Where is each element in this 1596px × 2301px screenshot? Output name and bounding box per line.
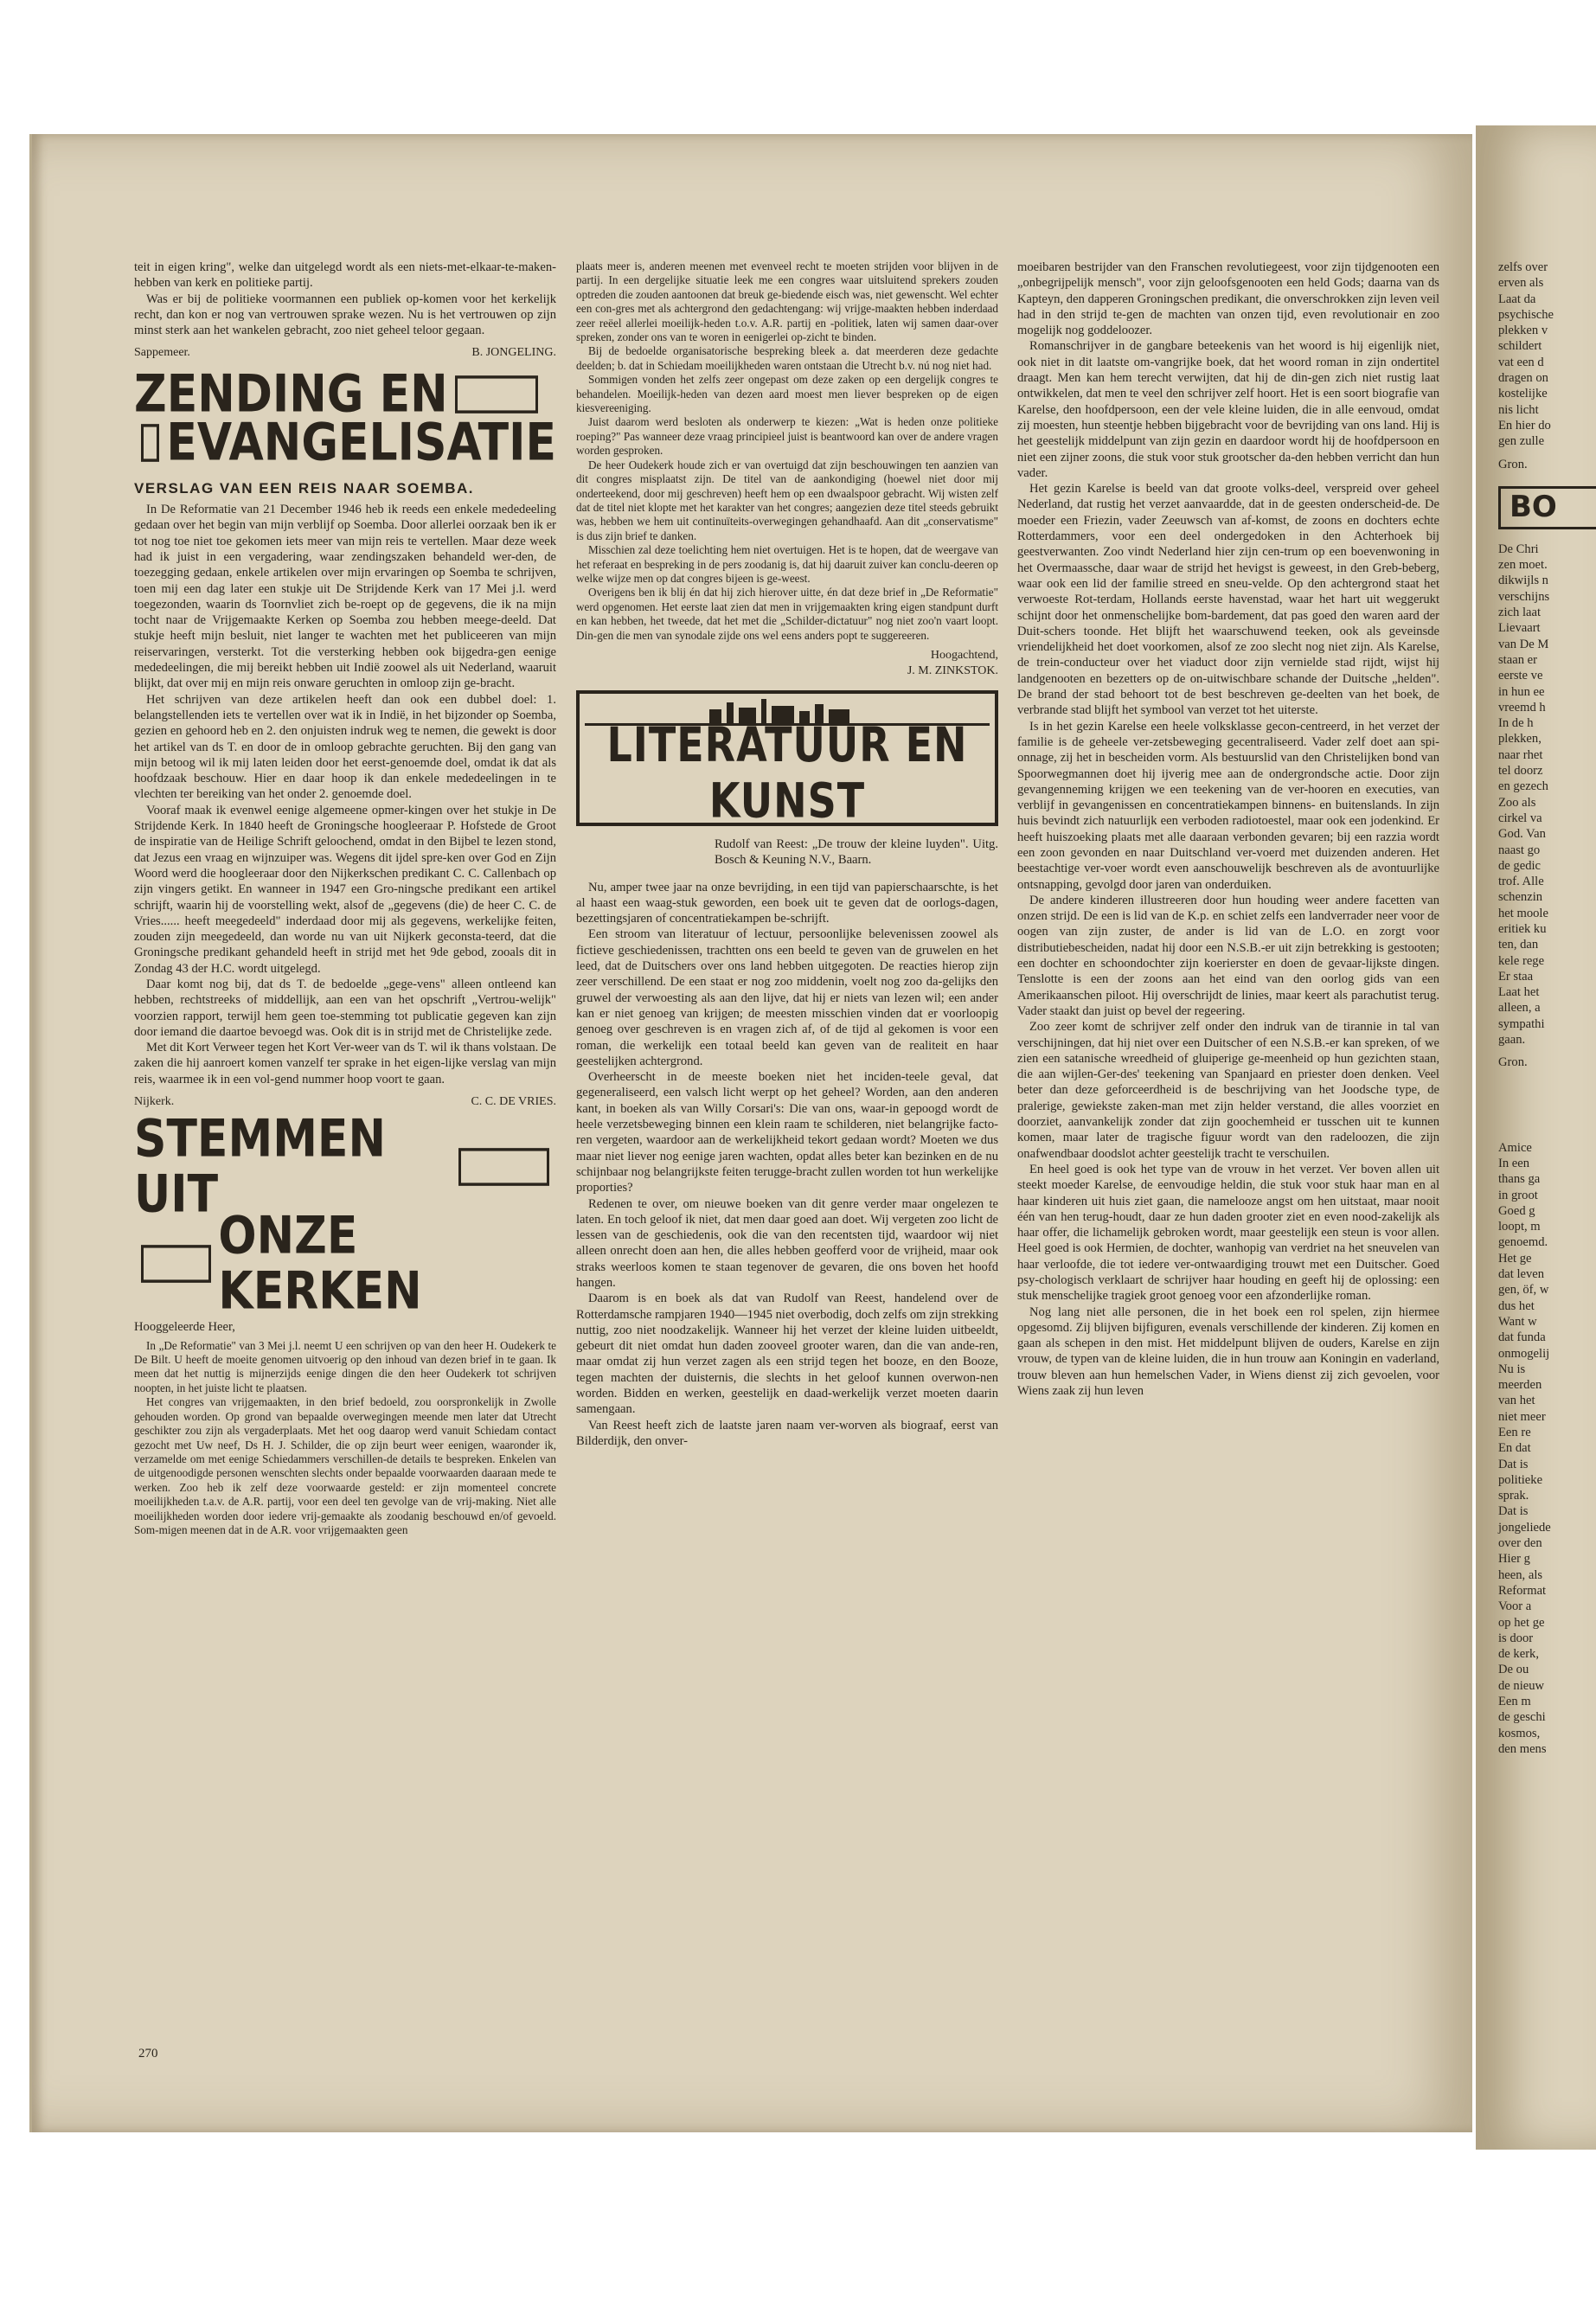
paragraph: Nog lang niet alle personen, die in het boek een rol spelen, zijn hiermee opgesomd. Zij blijven bijfiguren, evenals verschillende der kinderen. Zij komen en gaan als schepen in den mist. Het middelpunt blijven de ouders, Karelse en zijn vrouw, de typen van de kleine luiden, die in hun trouw aan Koningin en vaderland, trouw bleven aan hun hemelschen Vader, in Wiens dienst zij zich gevoelen, voor Wiens zaak zij hun leven: [1017, 1304, 1439, 1399]
cut-line: Hier g: [1498, 1552, 1530, 1567]
paragraph: Misschien zal deze toelichting hem niet overtuigen. Het is te hopen, dat de weergave van het referaat en bespreking in de pers zoodanig is, dat hij daaruit zuiver kan conclu-deeren op welke wijze men op dat congres bijeen is ge-weest.: [576, 543, 998, 585]
signature-place: Nijkerk.: [134, 1095, 175, 1109]
paragraph: Was er bij de politieke voormannen een publiek op-komen voor het kerkelijk recht, dan kon er nog van vertrouwen sprake wezen. Nu is het vertrouwen op zijn minst sterk aan het wankelen gebracht, zoo niet geheel teloor gegaan.: [134, 292, 556, 338]
paragraph: Zoo zeer komt de schrijver zelf onder den indruk van de tirannie in tal van verschijningen, dat hij niet over een Duitscher of een N.S.B.-er kan spreken, of we zien een satanische wreedheid of gluiperige ge-meenheid op hun gezichten staan, die aan wijlen-Ger-des' teekening van Spanjaard en priester doen denken. Veel beter dan deze geforceerdheid is de beschrijving van het Joodsche type, de pralerige, gewiekste zaken-man met zijn helder verstand, die alles voorziet en doorziet, aanvankelijk zonder dat zijn goochemheid er tusschen uit te kunnen komen, maar later de tragische figuur wordt van den radeloozen, die zijn onafwendbaar doodslot achter geestelijk tracht te verschuilen.: [1017, 1020, 1439, 1161]
section-banner-stemmen: [134, 1109, 556, 1323]
paragraph: Sommigen vonden het zelfs zeer ongepast om deze zaken op een dergelijk congres te behandelen. Moeilijk-heden van dezen aard moest men liever bespreken op de eigen kiesvereeniging.: [576, 373, 998, 415]
banner-title-line-1: ZENDING EN: [134, 364, 448, 425]
signature-place: Sappemeer.: [134, 346, 190, 360]
section-banner-cut: BO: [1498, 486, 1596, 529]
column-3: [1017, 260, 1439, 1399]
cut-line: in hun ee: [1498, 684, 1545, 699]
paragraph: Het schrijven van deze artikelen heeft dan ook een dubbel doel: 1. belangstellenden iets te vertellen over wat ik in Indië, in het bijzonder op Soemba, gezien en gehoord heb en 2. den onjuisten indruk weg te nemen, die gewekt is door het artikel van ds T. en door de in omloop gebrachte geruchten. Bij den gang van mijn betoog wil ik mij laten leiden door het eerst-genoemde doel, omdat ik dat als hoofdzaak beschouw. Hier en daar hoop ik dan enkele mededeelingen in te vlechten ter bereiking van het onder 2. genoemde doel.: [134, 692, 556, 802]
cut-line: Een re: [1498, 1426, 1531, 1439]
cut-line: dragen on: [1498, 371, 1548, 386]
cut-line: zen moet.: [1498, 558, 1548, 573]
cut-line: Er staa: [1498, 969, 1534, 984]
cut-lines-bottom: [1498, 1140, 1596, 1758]
paragraph: Daar komt nog bij, dat ds T. de bedoelde „gege-vens" alleen ontleend kan hebben, rechtstreeks of middellijk, aan een van het opschrift „Vertrou-welijk" voorzien rapport, terwijl hem geen toe-stemming tot publicatie gegeven kan zijn door iemand die daartoe bevoegd was. Ook dit is in strijd met de Christelijke zede.: [134, 977, 556, 1039]
signature-name: B. JONGELING.: [471, 346, 556, 360]
cut-line: Laat het: [1498, 985, 1540, 1000]
cut-line: Reformat: [1498, 1583, 1547, 1598]
section-banner-literatuur: [576, 690, 998, 829]
paragraph: De heer Oudekerk houde zich er van overtuigd dat zijn beschouwingen ten aanzien van dit congres misplaatst zijn. De titel van de aankondiging (hoewel niet door mij onderteekend, door mij geschreven) heeft hem op een dwaalspoor gebracht. Wij wisten zelf dat de titel niet klopte met het karakter van het congres; aangezien deze titel steeds gebruikt was, hebben we hem uit continuïteits-overwegingen gehandhaafd. Aan dit „conservatisme" is dus zijn brief te danken.: [576, 458, 998, 542]
cut-line: vreemd h: [1498, 700, 1546, 715]
cut-line: Laat da: [1498, 292, 1536, 306]
signature: [576, 648, 998, 680]
cut-line: In een: [1498, 1156, 1530, 1170]
cut-line: God. Van: [1498, 827, 1546, 842]
cut-line: tel doorz: [1498, 764, 1543, 779]
cut-line: En hier do: [1498, 418, 1551, 433]
paragraph: In De Reformatie van 21 December 1946 heb ik reeds een enkele mededeeling gedaan over het begin van mijn verblijf op Soemba. Door allerlei oorzaak ben ik er tot nog toe niet toe gekomen iets meer van mijn reis te vertellen. Maar deze week had ik juist in een vergadering, waar zendingszaken behandeld wer-den, de toezegging gedaan, enkele artikelen over mijn ervaringen op Soemba te schrijven, toen mij een dag later een stukje uit De Strijdende Kerk van 17 Mei j.l. werd toegezonden, waarin ds Toornvliet zich be-roept op de gegevens, die ik na mijn tocht naar de Vrijgemaakte Kerken op Soemba zou hebben meege-deeld. Dat stukje heeft mijn besluit, niet langer te wachten met het publiceeren van mijn reiservaringen, versterkt. Tot die versterking hebben ook bijgedra-gen eenige mededeelingen, die mij bereikt hebben uit Indië zoowel als uit Nederland, waaruit blijkt, dat over mij en mijn reis onware geruchten in omloop zijn ge-bracht.: [134, 503, 556, 691]
cut-line: Dat is: [1498, 1504, 1529, 1519]
cut-line: nis licht: [1498, 402, 1539, 417]
cut-line: eritiek ku: [1498, 921, 1547, 936]
cut-line: zich laat: [1498, 606, 1542, 620]
signature: [134, 345, 556, 361]
cut-line: meerden: [1498, 1378, 1542, 1393]
cut-line: Lievaart: [1498, 621, 1541, 636]
cut-line: Een m: [1498, 1695, 1531, 1709]
cut-line: schenzin: [1498, 890, 1543, 905]
cut-line: gen, öf, w: [1498, 1283, 1549, 1298]
cut-line: En dat: [1498, 1441, 1531, 1456]
paragraph: Redenen te over, om nieuwe boeken van dit genre verder maar ongelezen te laten. En toch geloof ik niet, dat men daar goed aan doet. Wij vergeten zoo licht de lessen van de geschiedenis, ook die van den recentsten tijd, waardoor wij niet alleen onrecht doen aan hen, die alles hebben geofferd voor de vrijheid, maar ook straks weerloos komen te staan tegenover de gevaren, die ons boven het hoofd hangen.: [576, 1196, 998, 1290]
cut-line: en gezech: [1498, 779, 1548, 794]
letter-salutation: Hooggeleerde Heer,: [134, 1320, 235, 1335]
book-reference: Rudolf van Reest: „De trouw der kleine luyden". Uitg. Bosch & Keuning N.V., Baarn.: [715, 836, 998, 867]
paragraph: Een stroom van literatuur of lectuur, persoonlijke belevenissen zoowel als fictieve geschiedenissen, trachtten ons een beeld te geven van de gruwelen en het leed, dat de Duitschers over ons land hebben uitgegoten. De reacties hierop zijn zeer verschillend. De een staat er nog zoo middenin, voelt nog zoo da-gelijks den gruwel der verwoesting als aan den lijve, dat hij er niets van lezen wil; een ander kan er niet genoeg van krijgen; de meesten misschien vinden dat er voorloopig genoeg over geschreven is en vragen zich af, of de tijd al gekomen is voor een roman, die werkelijk een totaal beeld kan geven van de realiteit en haar geestelijken achtergrond.: [576, 927, 998, 1068]
cut-line: De ou: [1498, 1663, 1529, 1677]
cut-line: eerste ve: [1498, 669, 1543, 683]
cut-line: psychische: [1498, 307, 1554, 322]
cut-line: kostelijke: [1498, 387, 1548, 401]
paragraph: Overheerscht in de meeste boeken niet het inciden-teele geval, dat gegeneraliseerd, een valsch licht werpt op het geheel? Worden, aan den anderen kant, in boeken als van Willy Corsari's: Die van ons, waar-in gepoogd wordt de heele verzetsbeweging binnen een klein raam te schilderen, niet belangrijke facto-ren vergeten, waardoor aan de werkelijkheid tekort gedaan wordt? Moeten we dus maar niet liever nog eenige jaren wachten, opdat alles beter kan bezinken en de nu schijnbaar nog belangrijkste feiten terugge-bracht zullen worden tot hun werkelijke proporties?: [576, 1070, 998, 1195]
banner-title-line-2: EVANGELISATIE: [166, 413, 556, 473]
signature-place: Gron.: [1498, 1055, 1528, 1070]
paragraph: Van Reest heeft zich de laatste jaren naam ver-worven als biograaf, eerst van Bilderdijk, den onver-: [576, 1418, 998, 1448]
cut-line: Zoo als: [1498, 795, 1536, 810]
cut-line: Het ge: [1498, 1251, 1532, 1266]
envelope-ornament-icon: [458, 1149, 549, 1187]
paragraph: Vooraf maak ik evenwel eenige algemeene opmer-kingen over het stukje in De Strijdende Kerk. In 1840 heeft de Groningsche hoogleeraar P. Hofstede de Groot de inspiratie van de Heilige Schrift geloochend, omdat in den Bijbel te lezen stond, dat Jezus een vraag en wijnzuiper was. Wegens dit ijdel spre-ken over God en Zijn Woord werd die hoogleeraar door den Nijkerkschen predikant C. C. Callenbach op zijn vingers getikt. En wanneer in 1947 een Gro-ningsche predikant een artikel schrijft, waarin hij de voorstelling wekt, alsof de „gegevens (die) de heer C. C. de Vries...... heeft meegedeeld" inderdaad door mij als gegevens, werkelijke feiten, zouden zijn meegedeeld, dan worde nu van uit Nijkerk geconsta-teerd, dat die Groningsche predikant gehandeld heeft in strijd met het 9de gebod, zooals dit in Zondag 43 der H.C. wordt uitgelegd.: [134, 803, 556, 976]
banner-title-line-1: STEMMEN UIT: [134, 1109, 386, 1226]
cut-line: loopt, m: [1498, 1220, 1541, 1234]
paragraph: Het gezin Karelse is beeld van dat groote volks-deel, verspreid over geheel Nederland, dat rustig het verzet aanvaardde, dat in de geesten onderscheid-de. De moeder een Friezin, vader Zeeuwsch van af-komst, de zoons en dochters echte Rotterdammers, voor een deel ondergedoken in den Achterhoek bij geestverwanten. Zoo vindt Nederland hier zijn cen-trum op een boevenwoning in het Overmaassche, daar waar de strijd het hevigst is geweest, in den Greb-beberg, waar ook een lid der familie streed en sneu-velde. Op den achtergrond staat het verwoeste Rot-terdam, Hollands eerste havenstad, waar het hart uit weggerukt schijnt door het onmenschelijke bom-bardement, dat pas goed den waren aard der Duit-schers toonde. Het blijft het waarschuwend teeken, ook als geveinsde vriendelijkheid het doet voorkomen, alsof ze zoo slecht nog niet zijn. Als Karelse, de trein-conducteur over het viaduct door zijn vernielde stad rijdt, wijst hij landgenooten en bezetters op de on-uitwischbare schande der Duitsche „helden". De brand der stad behoort tot de best beschreven ge-deelten van het boek, de verbrande stad blijft het symbool van verzet tot het uiterste.: [1017, 482, 1439, 718]
cut-line: Goed g: [1498, 1203, 1535, 1218]
cut-line: van het: [1498, 1394, 1535, 1408]
cut-line: cirkel va: [1498, 811, 1542, 825]
signature-name: C. C. DE VRIES.: [471, 1095, 556, 1109]
paragraph: Juist daarom werd besloten als onderwerp te kiezen: „Wat is heden onze politieke roeping?" Pas wanneer deze vraag principieel juist is beantwoord kan over de andere vragen worden gesproken.: [576, 415, 998, 458]
paragraph: Bij de bedoelde organisatorische bespreking bleek a. dat meerderen deze gedachte deelden; b. dat in Schiedam moeilijkheden waren ontstaan die Utrecht b.v. nú nog niet had.: [576, 344, 998, 372]
cut-line: onmogelij: [1498, 1346, 1550, 1361]
cut-line: erven als: [1498, 276, 1544, 291]
cut-line: alleen, a: [1498, 1001, 1541, 1016]
signature: [134, 1094, 556, 1110]
cut-line: De Chri: [1498, 542, 1539, 556]
cut-line: ten, dan: [1498, 938, 1539, 952]
cut-line: plekken v: [1498, 324, 1548, 338]
cut-line: heen, als: [1498, 1567, 1543, 1582]
cut-line: de gedic: [1498, 858, 1542, 873]
cut-line: is door: [1498, 1631, 1534, 1645]
page-number: 270: [138, 2047, 158, 2061]
signature-name: J. M. ZINKSTOK.: [907, 664, 998, 678]
cut-line: naast go: [1498, 843, 1541, 857]
cut-line: Voor a: [1498, 1599, 1532, 1614]
cut-line: over den: [1498, 1536, 1542, 1551]
cut-lines-mid: [1498, 542, 1596, 1048]
cut-line: In de h: [1498, 716, 1534, 731]
cut-line: dikwijls n: [1498, 574, 1548, 588]
paragraph: Met dit Kort Verweer tegen het Kort Ver-weer van ds T. wil ik thans volstaan. De zaken die hij aanroert komen vanzelf ter sprake in het eigen-lijke verslag van mijn reis, waarmee ik in een vol-gend nummer hoop voort te gaan.: [134, 1041, 556, 1086]
ornament-icon: [141, 424, 159, 462]
cut-line: genoemd.: [1498, 1235, 1548, 1250]
signature-place: Gron.: [1498, 457, 1528, 471]
column-2: [576, 260, 998, 1449]
cut-line: de nieuw: [1498, 1678, 1545, 1693]
cut-line: de kerk,: [1498, 1647, 1540, 1662]
cut-line: jongeliede: [1498, 1520, 1551, 1535]
cut-line: Nu is: [1498, 1362, 1526, 1376]
paragraph: plaats meer is, anderen meenen met evenveel recht te moeten strijden voor blijven in de partij. In een dergelijke situatie leek me een congres waar uitsluitend sprekers zouden optreden die zouden aantoonen dat breuk ge-biedende eisch was, niet gewenscht. Wel echter een con-gres met als achtergrond den gedachtengang: wij vrijge-maakten hebben inderdaad zeer reëel allerlei moeilijk-heden t.o.v. A.R. partij en -politiek, laten wij samen daar-over spreken, zonder ons van te woren in eenigerlei op-zicht te binden.: [576, 260, 998, 344]
cut-line: Want w: [1498, 1314, 1537, 1329]
cut-line: Amice: [1498, 1140, 1532, 1155]
paragraph: teit in eigen kring", welke dan uitgelegd wordt als een niets-met-elkaar-te-maken-hebben van kerk en politieke partij.: [134, 260, 556, 291]
cut-line: Dat is: [1498, 1457, 1529, 1471]
cut-line: kosmos,: [1498, 1726, 1541, 1740]
ship-ornament-icon: [455, 375, 538, 413]
paragraph: En heel goed is ook het type van de vrouw in het verzet. Ver boven allen uit steekt moeder Karelse, de eenvoudige heldin, die stuk voor stuk haar man en al haar kinderen uit huis ziet gaan, die namelooze angst om hen uitstaat, maar nooit één van hen terug-houdt, daar ze hun daden grooter ziet en even nood-zakelijk als haar offer, die lichamelijk gebroken wordt, maar geestelijk een steun is voor allen. Heel goed is ook Hermien, de dochter, wanhopig van verdriet na het sneuvelen van haar verloofde, die tot iedere ver-ontwaardiging trouwt met een Duitscher. Goed psy-chologisch verklaart de schrijver haar houding en geeft hij de oplossing: een stuk menschelijke tragiek groot genoeg voor een afzonderlijke roman.: [1017, 1162, 1439, 1304]
cut-line: gaan.: [1498, 1033, 1526, 1048]
paragraph: Is in het gezin Karelse een heele volksklasse gecon-centreerd, in het verzet der familie is de geheele ver-zetsbeweging gecentraliseerd. Vader zelf doet aan spi-onnage, zij het in bescheiden vorm. Als bestuurslid van den Christelijken bond van Spoorwegmannen doet hij ijverig mee aan de ondergrondsche actie. Door zijn gevangenneming krijgen we een teekening van de ver-hooren en executies, van verblijf in gevangenissen en concentratiekampen binnens- en buitenslands. In zijn huis bevindt zich natuurlijk een verboden radiotoestel, maar ook een jodenkind. Er heeft huiszoeking plaats met alle daaraan verbonden gevaren; bij een razzia wordt een zoon gevonden en naar Duitschland ver-voerd met duizenden anderen. Het beestachtige ver-voer wordt even aanschouwelijk beschreven als de avontuurlijke ontsnapping, gevolgd door jaren van onderduiken.: [1017, 719, 1439, 892]
cut-line: van De M: [1498, 637, 1549, 651]
cut-line: naar rhet: [1498, 747, 1543, 762]
cut-line: plekken,: [1498, 732, 1542, 747]
paragraph: Daarom is en boek als dat van Rudolf van Reest, handelend over de Rotterdamsche rampjaren 1940—1945 niet overbodig, doch zelfs om zijn strekking nuttig, zoo niet noodzakelijk. Wanneer hij het verzet der kleine luiden uitbeeldt, gebeurt dit niet omdat hun daden zooveel grooter waren, dan die van ande-ren, maar omdat zij hun verzet zagen als een strijd tegen het booze, en den Booze, tegen machten der duisternis, die slechts in het geloof kunnen overwon-nen worden. Bidden en werken, geestelijk en daad-werkelijk verzet moeten daarin samengaan.: [576, 1292, 998, 1417]
cut-line: sympathi: [1498, 1016, 1545, 1031]
cut-line: dat leven: [1498, 1267, 1545, 1282]
cut-line: den mens: [1498, 1741, 1547, 1756]
paragraph: In „De Reformatie" van 3 Mei j.l. neemt U een schrijven op van den heer H. Oudekerk te De Bilt. U heeft de moeite genomen uitvoerig op den inhoud van dezen brief in te gaan. Ik meen dat het nuttig is mijnerzijds eenige dingen die den heer Oudekerk tot schrijven noopten, in het juiste licht te plaatsen.: [134, 1338, 556, 1394]
cut-line: dat funda: [1498, 1330, 1546, 1345]
cut-line: vat een d: [1498, 355, 1544, 369]
cut-line: staan er: [1498, 652, 1537, 667]
cut-line: gen zulle: [1498, 434, 1545, 449]
paragraph: moeibaren bestrijder van den Franschen revolutiegeest, voor zijn tijdgenooten een „onbegrijpelijk mensch", voor zijn geloofsgenooten een held Gods; daarna van ds Kapteyn, den dapperen Groningschen predikant, die onverschrokken zijn leven veil had in den strijd te-gen de machten van onzen tijd, even revolutionair en zoo mogelijk nog goddeloozer.: [1017, 260, 1439, 338]
column-1: [134, 260, 556, 1537]
cut-line: zelfs over: [1498, 260, 1548, 274]
cut-line: dus het: [1498, 1298, 1535, 1313]
cut-line: niet meer: [1498, 1409, 1546, 1424]
signature-greeting: Hoogachtend,: [930, 648, 998, 662]
cut-line: op het ge: [1498, 1615, 1545, 1630]
cut-line: thans ga: [1498, 1172, 1541, 1187]
section-banner-zending: [134, 364, 556, 473]
paragraph: Overigens ben ik blij én dat hij zich hierover uitte, én dat deze brief in „De Reformatie" werd opgenomen. Het eerste laat zien dat men in vrijgemaakten kring eigen standpunt durft en kan hebben, het tweede, dat het met die „Schilder-dictatuur" nog niet zoo'n vaart loopt. Din-gen die men van synodale zijde ons wel eens anders popt te suggereeren.: [576, 586, 998, 642]
cut-line: de geschi: [1498, 1710, 1546, 1725]
cut-line: politieke: [1498, 1472, 1543, 1487]
cut-line: schildert: [1498, 339, 1542, 354]
cut-line: in groot: [1498, 1188, 1538, 1202]
paragraph: Nu, amper twee jaar na onze bevrijding, in een tijd van papierschaarschte, is het al haast een waag-stuk geworden, een boek uit te geven dat de oorlogs-dagen, bezettingsjaren of concentratiekampen be-schrijft.: [576, 880, 998, 926]
paragraph: De andere kinderen illustreeren door hun houding weer andere facetten van onzen strijd. De een is lid van de K.p. en schiet zelfs een landverrader neer voor de oogen van zijn zuster, de ander is lid van de L.O. en zorgt voor distributiebescheiden, nadat hij door een N.S.B.-er uit zijn betrekking is gestooten; een dochter en schoondochter zijn koerierster en doen de gevaar-lijkste dingen. Tenslotte is een der zoons aan het eind van den oorlog gids van een Amerikaanschen piloot. Hij overschrijdt de linies, maar keert als parachutist terug. Vader staakt dan juist op bevel der regeering.: [1017, 893, 1439, 1018]
cut-line: het moole: [1498, 906, 1548, 920]
paragraph: Het congres van vrijgemaakten, in den brief bedoeld, zou oorspronkelijk in Zwolle gehouden worden. Op grond van bepaalde overwegingen meende men later dat Utrecht geschikter zou zijn als vergaderplaats. Met het oog daarop werd vanuit Schiedam contact gezocht met Uw neef, Ds H. J. Schilder, die op zijn beurt weer eenigen, waaronder ik, verzamelde om met eenige Schiedammers verschillen-de details te bespreken. Enkelen van de uitgenoodigde personen wenschten slechts onder bepaalde voorwaarden daaraan mede te werken. Zoo heb ik zelf deze voorwaarde gesteld: er zijn momenteel concrete moeilijkheden t.a.v. de A.R. partij, voor een deel ten gevolge van de vrij-making. Niet alle moeilijkheden worden door iedere vrij-gemaakte als zoodanig beschouwd en/of gevoeld. Som-migen meenen dat in de A.R. voor vrijgemaakten geen: [134, 1395, 556, 1536]
banner-title: LITERATUUR EN KUNST: [606, 715, 968, 829]
column-4-cut: [1498, 260, 1596, 1757]
cut-line: verschijns: [1498, 589, 1550, 604]
paragraph: Romanschrijver in de gangbare beteekenis van het woord is hij eigenlijk niet, ook niet in dit laatste om-vangrijke boek, dat het woord roman in zijn ondertitel draagt. Men kan hem terecht verwijten, dat hij de din-gen zich niet rustig laat ontwikkelen, dat men te veel den schrijver zelf hoort. Het is een soort biografie van Karelse, den hoofdpersoon, een der vele kleine luiden, die in alle eenvoud, omdat zij moesten, hun steentje hebben bijgebracht voor de bevrijding van ons land. Hij is het geestelijk middelpunt van zijn gezin en daardoor wordt hij de hoofdpersoon en niet een zijner zoons, die stuk voor stuk grootscher da-den hebben verricht dan hun vader.: [1017, 339, 1439, 480]
banner-title-line-2: ONZE KERKEN: [218, 1206, 422, 1323]
cut-line: sprak.: [1498, 1489, 1529, 1503]
cut-line: kele rege: [1498, 953, 1545, 968]
cut-line: trof. Alle: [1498, 875, 1544, 889]
article-subheading: VERSLAG VAN EEN REIS NAAR SOEMBA.: [134, 479, 475, 497]
envelope-ornament-icon: [141, 1246, 211, 1284]
cut-lines-top: [1498, 260, 1596, 450]
